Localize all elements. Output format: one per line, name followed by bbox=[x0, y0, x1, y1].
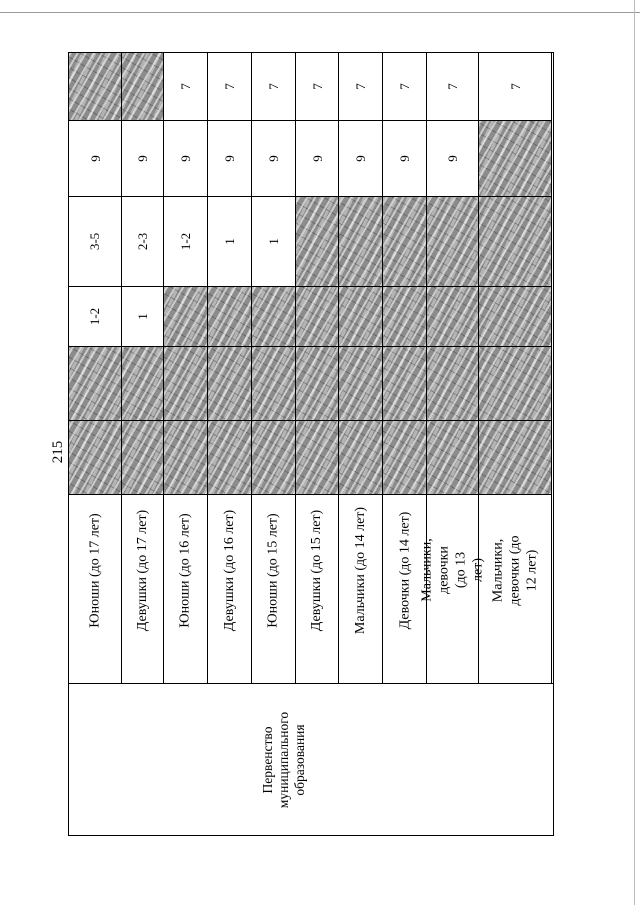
place-cell bbox=[252, 121, 295, 197]
results-table bbox=[68, 52, 554, 836]
place-cell bbox=[383, 197, 426, 287]
place-value: 7 bbox=[266, 83, 281, 90]
table-row-7 bbox=[339, 53, 383, 683]
place-cell bbox=[208, 53, 251, 121]
age-group-cell bbox=[208, 495, 251, 645]
place-cell bbox=[427, 287, 478, 347]
place-value: 1 bbox=[266, 238, 281, 245]
age-group-cell bbox=[252, 495, 295, 645]
place-cell bbox=[479, 53, 551, 121]
place-value: 9 bbox=[266, 155, 281, 162]
competition-label-cell bbox=[69, 684, 553, 835]
place-cell bbox=[479, 197, 551, 287]
place-cell bbox=[69, 197, 121, 287]
place-cell bbox=[69, 347, 121, 421]
age-group-label: Юноши (до 15 лет) bbox=[266, 512, 282, 628]
place-cell bbox=[122, 197, 163, 287]
place-cell bbox=[122, 53, 163, 121]
age-group-label: Мальчики, девочки (до 13 лет) bbox=[419, 538, 486, 602]
place-cell bbox=[383, 347, 426, 421]
place-cell bbox=[479, 287, 551, 347]
place-cell bbox=[252, 53, 295, 121]
place-cell bbox=[383, 53, 426, 121]
place-value: 1 bbox=[135, 313, 150, 320]
place-cell bbox=[296, 347, 338, 421]
place-cell bbox=[479, 347, 551, 421]
place-cell bbox=[208, 197, 251, 287]
place-value: 7 bbox=[309, 83, 325, 90]
place-cell bbox=[383, 121, 426, 197]
place-value: 9 bbox=[87, 155, 103, 162]
place-value: 7 bbox=[445, 83, 460, 90]
place-cell bbox=[69, 421, 121, 495]
place-cell bbox=[339, 197, 382, 287]
table-row-1 bbox=[69, 53, 122, 683]
place-cell bbox=[479, 421, 551, 495]
age-group-cell bbox=[419, 495, 486, 645]
place-cell bbox=[427, 421, 478, 495]
place-cell bbox=[427, 53, 478, 121]
place-cell bbox=[383, 287, 426, 347]
place-value: 9 bbox=[222, 155, 237, 162]
place-cell bbox=[427, 197, 478, 287]
age-group-label: Девушки (до 15 лет) bbox=[309, 509, 325, 631]
place-cell bbox=[296, 53, 338, 121]
place-cell bbox=[122, 347, 163, 421]
place-cell bbox=[252, 421, 295, 495]
place-value: 1-2 bbox=[178, 232, 193, 251]
place-cell bbox=[427, 121, 478, 197]
place-cell bbox=[252, 197, 295, 287]
place-value: 9 bbox=[178, 155, 193, 162]
place-value: 7 bbox=[397, 83, 412, 90]
place-cell bbox=[69, 53, 121, 121]
place-cell bbox=[164, 287, 207, 347]
place-value: 7 bbox=[507, 83, 523, 90]
page-edge-right bbox=[634, 0, 635, 905]
place-value: 9 bbox=[353, 155, 368, 162]
place-value: 1-2 bbox=[87, 307, 103, 326]
page-number: 215 bbox=[50, 440, 66, 464]
place-cell bbox=[296, 121, 338, 197]
place-cell bbox=[164, 121, 207, 197]
place-cell bbox=[122, 421, 163, 495]
place-value: 9 bbox=[309, 155, 325, 162]
place-cell bbox=[296, 421, 338, 495]
place-cell bbox=[164, 197, 207, 287]
place-cell bbox=[164, 53, 207, 121]
place-value: 9 bbox=[445, 155, 460, 162]
table-row-5 bbox=[252, 53, 296, 683]
place-cell bbox=[164, 421, 207, 495]
place-cell bbox=[339, 347, 382, 421]
table-row-10 bbox=[479, 53, 552, 683]
place-cell bbox=[339, 421, 382, 495]
age-group-label: Мальчики, девочки (до 12 лет) bbox=[490, 534, 540, 606]
place-cell bbox=[164, 347, 207, 421]
place-cell bbox=[339, 121, 382, 197]
age-group-label: Девушки (до 17 лет) bbox=[135, 509, 150, 631]
place-cell bbox=[208, 347, 251, 421]
place-cell bbox=[208, 421, 251, 495]
place-cell bbox=[383, 421, 426, 495]
place-value: 9 bbox=[135, 155, 150, 162]
place-value: 1 bbox=[222, 238, 237, 245]
place-cell bbox=[69, 287, 121, 347]
place-cell bbox=[339, 287, 382, 347]
place-value: 7 bbox=[353, 83, 368, 90]
age-group-cell bbox=[69, 495, 121, 645]
place-cell bbox=[122, 121, 163, 197]
age-group-label: Мальчики (до 14 лет) bbox=[353, 506, 368, 634]
place-cell bbox=[208, 121, 251, 197]
age-group-label: Юноши (до 16 лет) bbox=[178, 512, 194, 628]
place-cell bbox=[122, 287, 163, 347]
table-row-4 bbox=[208, 53, 252, 683]
age-group-label: Девушки (до 16 лет) bbox=[222, 509, 237, 631]
table-row-9 bbox=[419, 53, 486, 683]
place-cell bbox=[296, 287, 338, 347]
place-cell bbox=[252, 347, 295, 421]
age-group-label: Девочки (до 14 лет) bbox=[397, 511, 412, 629]
place-cell bbox=[427, 347, 478, 421]
place-cell bbox=[252, 287, 295, 347]
page-edge-top bbox=[0, 12, 640, 13]
table-row-2 bbox=[122, 53, 164, 683]
table-row-6 bbox=[296, 53, 339, 683]
competition-label: Первенство муниципального образования bbox=[260, 711, 307, 808]
place-value: 9 bbox=[397, 155, 412, 162]
place-cell bbox=[208, 287, 251, 347]
age-group-cell bbox=[479, 495, 551, 645]
place-value: 7 bbox=[222, 83, 237, 90]
place-value: 3-5 bbox=[87, 232, 103, 251]
age-group-cell bbox=[296, 495, 338, 645]
place-value: 2-3 bbox=[135, 232, 150, 251]
place-value: 7 bbox=[178, 83, 193, 90]
place-cell bbox=[479, 121, 551, 197]
age-group-cell bbox=[339, 495, 382, 645]
place-cell bbox=[69, 121, 121, 197]
age-group-label: Юноши (до 17 лет) bbox=[87, 512, 103, 628]
table-row-3 bbox=[164, 53, 208, 683]
place-cell bbox=[339, 53, 382, 121]
place-cell bbox=[296, 197, 338, 287]
age-group-cell bbox=[122, 495, 163, 645]
age-group-cell bbox=[164, 495, 207, 645]
